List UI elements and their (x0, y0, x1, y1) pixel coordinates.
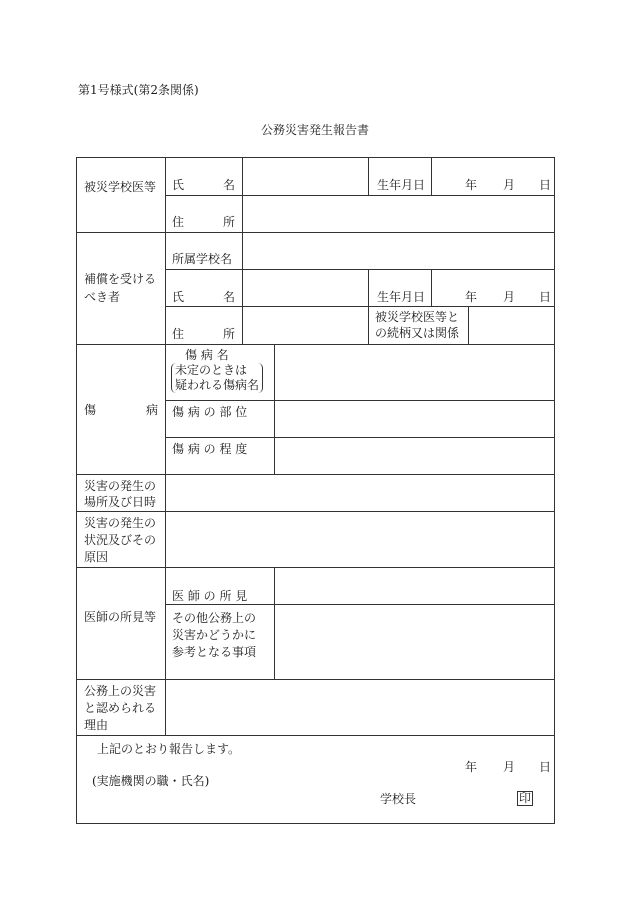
row-divider (165, 195, 555, 196)
recipient-birth-day-unit: 日 (539, 290, 552, 304)
victim-birth-year-unit: 年 (465, 178, 478, 192)
label-char: 傷 (84, 403, 97, 417)
row-divider (165, 400, 555, 401)
label-char: 住 (172, 327, 185, 341)
principal-label: 学校長 (380, 792, 417, 806)
column-divider (431, 157, 432, 195)
recipient-birthdate-label: 生年月日 (377, 290, 426, 304)
victim-label: 被災学校医等 (84, 180, 157, 194)
relation-label-line2: の続柄又は関係 (375, 326, 460, 340)
circumstances-label-line2: 状況及びその (84, 533, 157, 547)
other-reference-line2: 災害かどうかに (172, 628, 257, 642)
reason-label-line2: と認められる (84, 701, 157, 715)
recipient-address-label (172, 327, 235, 341)
recipient-birth-month-unit: 月 (503, 290, 516, 304)
column-divider (368, 269, 369, 344)
recipient-name-label (172, 290, 235, 304)
label-char: 名 (222, 290, 235, 304)
seal-mark: 印 (519, 791, 532, 805)
label-char: 所 (222, 327, 235, 341)
row-divider (165, 604, 555, 605)
recipient-label-line2: べき者 (84, 290, 121, 304)
label-char: 住 (172, 215, 185, 229)
report-statement: 上記のとおり報告します。 (97, 742, 241, 756)
section-divider (76, 735, 555, 736)
disease-name-label: 傷 病 名 (185, 348, 229, 362)
form-title: 公務災害発生報告書 (261, 123, 370, 137)
victim-address-label (172, 215, 235, 229)
report-month-unit: 月 (503, 760, 516, 774)
row-divider (165, 306, 555, 307)
injury-degree-label: 傷 病 の 程 度 (172, 442, 248, 456)
victim-birth-day-unit: 日 (539, 178, 552, 192)
label-char: 所 (222, 215, 235, 229)
label-char: 名 (222, 178, 235, 192)
other-reference-line3: 参考となる事項 (172, 645, 257, 659)
row-divider (165, 269, 555, 270)
column-divider (431, 269, 432, 306)
section-divider (76, 474, 555, 475)
injury-site-label: 傷 病 の 部 位 (172, 405, 248, 419)
victim-birth-month-unit: 月 (503, 178, 516, 192)
row-divider (165, 437, 555, 438)
form-number: 第1号様式(第2条関係) (78, 83, 199, 97)
reason-label-line1: 公務上の災害 (84, 684, 157, 698)
recipient-birth-year-unit: 年 (465, 290, 478, 304)
recipient-label-line1: 補償を受ける (84, 272, 157, 286)
column-divider (274, 567, 275, 679)
organization-label: (実施機関の職・氏名) (92, 774, 210, 788)
injury-label (84, 403, 158, 417)
column-divider (274, 344, 275, 474)
undetermined-note (171, 363, 263, 393)
column-divider (468, 306, 469, 344)
school-name-label: 所属学校名 (172, 252, 233, 266)
section-divider (76, 344, 555, 345)
section-divider (76, 511, 555, 512)
undetermined-note-line1: 未定のときは (175, 363, 248, 377)
reason-label-line3: 理由 (84, 718, 109, 732)
doctor-section-label: 医師の所見等 (84, 610, 157, 624)
victim-birthdate-label: 生年月日 (377, 178, 426, 192)
label-char: 氏 (172, 290, 185, 304)
report-day-unit: 日 (539, 760, 552, 774)
victim-name-label (172, 178, 235, 192)
doctor-opinion-label: 医 師 の 所 見 (172, 589, 248, 603)
column-divider (368, 157, 369, 195)
place-time-label-line2: 場所及び日時 (84, 495, 157, 509)
label-column-divider (165, 157, 166, 735)
circumstances-label-line3: 原因 (84, 550, 109, 564)
undetermined-note-line2: 疑われる傷病名 (175, 378, 260, 392)
relation-label-line1: 被災学校医等と (375, 310, 460, 324)
section-divider (76, 232, 555, 233)
section-divider (76, 567, 555, 568)
label-char: 氏 (172, 178, 185, 192)
report-year-unit: 年 (465, 760, 478, 774)
other-reference-line1: その他公務上の (172, 611, 257, 625)
column-divider (242, 157, 243, 344)
circumstances-label-line1: 災害の発生の (84, 516, 157, 530)
label-char: 病 (145, 403, 158, 417)
place-time-label-line1: 災害の発生の (84, 479, 157, 493)
section-divider (76, 679, 555, 680)
